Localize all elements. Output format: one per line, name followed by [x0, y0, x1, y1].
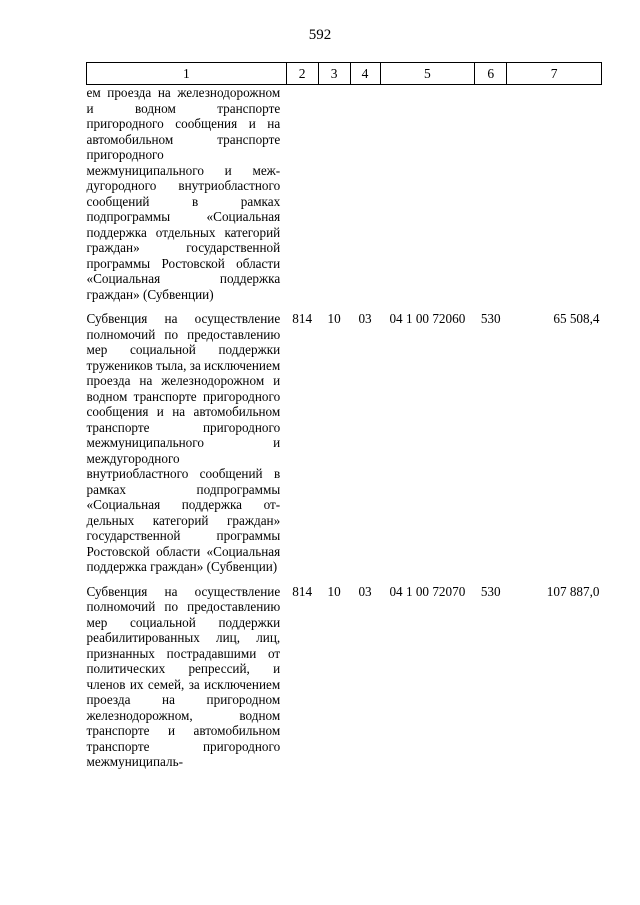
table-row	[87, 575, 602, 770]
ved-cell	[286, 85, 318, 303]
amount-cell: 107 887,0	[546, 583, 600, 599]
csr-cell: 04 1 00 72060	[389, 311, 466, 326]
page-number: 592	[308, 27, 332, 43]
table-row	[87, 302, 602, 575]
vr-cell	[475, 85, 507, 303]
ved-cell: 814	[292, 583, 313, 599]
csr-cell	[380, 85, 475, 303]
rz-cell: 10	[327, 583, 341, 599]
column-header: 5	[380, 63, 475, 85]
csr-cell: 04 1 00 72070	[389, 583, 466, 599]
row-description: Субвенция на осуществление полномочий по предоставлению мер социальной поддержки реабилитированных лиц, лиц, признанных пострадавшими от политических репрессий, и членов их семей, за исключением проезда на пригородном железнодорожном, водном транспорте и автомобильном транспорте пригородного межмуниципаль-	[86, 583, 281, 769]
amount-cell	[507, 85, 602, 303]
column-header: 1	[87, 63, 287, 85]
column-header: 6	[475, 63, 507, 85]
vr-cell: 530	[480, 311, 501, 326]
table-header-row	[87, 63, 602, 85]
amount-cell: 65 508,4	[553, 311, 600, 326]
row-description: ем проезда на железнодорожном и водном транспорте пригородного сообщения и на автомобильном транспорте пригородного межмуниципального и междугородного внутриобластного сообщений в рамках подпрограммы «Социальная поддержка отдельных категорий граждан» государственной программы Ростовской области «Социальная поддержка граждан» (Субвенции)	[86, 85, 281, 302]
budget-table	[86, 62, 602, 770]
table-row	[87, 85, 602, 303]
row-description: Субвенция на осуществление полномочий по предоставлению мер социальной поддержки тружеников тыла, за исключением проезда на железнодорожном и водном транспорте пригородного сообщения и на автомобильном транспорте пригородного межмуниципального и междугородного внутриобластного сообщений в рамках подпрограммы «Социальная поддержка отдельных категорий граждан» государственной программы Ростовской области «Социальная поддержка граждан» (Субвенции)	[86, 311, 281, 574]
pr-cell: 03	[358, 311, 372, 326]
column-header: 7	[507, 63, 602, 85]
pr-cell: 03	[358, 583, 372, 599]
rz-cell	[318, 85, 350, 303]
column-header: 4	[350, 63, 380, 85]
rz-cell: 10	[327, 311, 341, 326]
column-header: 3	[318, 63, 350, 85]
pr-cell	[350, 85, 380, 303]
vr-cell: 530	[480, 583, 501, 599]
column-header: 2	[286, 63, 318, 85]
ved-cell: 814	[292, 311, 313, 326]
